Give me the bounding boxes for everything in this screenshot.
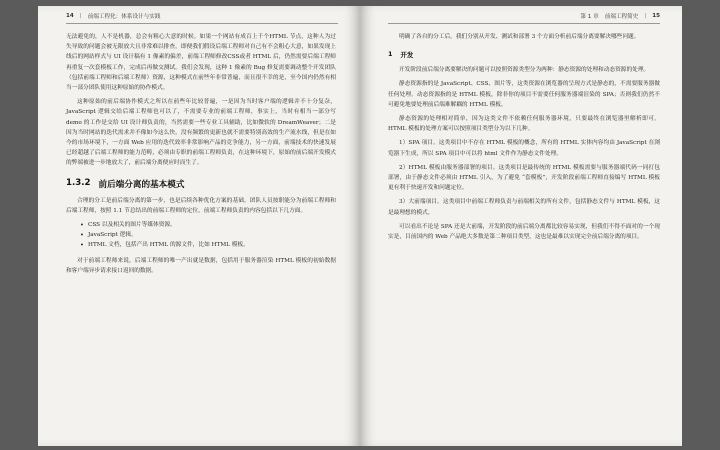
right-page-header: 第 1 章 前端工程简史 | 15: [580, 13, 660, 20]
right-intro-paragraph: 明确了各自的分工后，我们分别从开发、测试和部署 3 个方面分析前后端分离要解决哪些问题。: [399, 34, 640, 40]
left-paragraph-2: 这种原始的前后端协作模式之所以在前些年比较普遍，一是因为当时客户端的逻辑并不十分复杂，JavaScript 逻辑交给后端工程师也可以了，不需要专业的前端工程师，事实上，当时有相当一部分写 demo 的工作是交给 UI 设计师负责的，当然需要一些专业工具辅助，比如微软的 DreamWeaver；二是因为当时网站的迭代需求并不像如今这么快，没有频繁的更新也就不需要特别高效的生产流水线，但是在如今的市场环境下，一方面 Web 应用的迭代效率非常影响产品的竞争能力，另一方面，前端技术的快速发展已经超越了后端工程师的能力范畴，必须由专职的前端工程师负责，在这种环境下，原始的前后端开发模式的弊端被进一步地放大了，前后端分离便应时而生了。: [66, 99, 336, 167]
left-paragraph-1: 无法避免的，人不是机器，总会有粗心大意的时候。如果一个网站有成百上千个HTML 节点，这种人为过失导致的问题会被无限放大且非常难以排查。即便我们假设后端工程师对自己有不会粗心大意，如果发现上线后的网站样式与 UI 设计稿有 1 像素的偏差，前端工程师修改CSS或者 HTML 后，仍然需要后端工程师再重复一次套模板工作，完成后再做交测试。我们会发现，这种 1 像素的 Bug 修复需要调动整个开发团队（包括前端工程师和后端工程师）资源，这种模式在前些年非常普遍，而且很不幸的是，至今国内仍然有相当一部分团队使用这种原始的协作模式。: [66, 34, 336, 92]
chapter-label: 第 1 章: [580, 14, 599, 20]
left-page-number: 14: [66, 13, 74, 19]
book-spread: [38, 6, 682, 446]
subsection-title: 开发: [400, 51, 414, 60]
right-paragraph-2: 静态资源指的是 JavaScript、CSS、图片等，这类资源在浏览器的呈现方式是静态的，不需要服务器做任何处理。动态资源指的是 HTML 模板，除非你的项目不需要任何服务器端渲染的 SPA；否则我们仍然不可避免地要处理前后端难解耦的 HTML 模板。: [388, 81, 660, 108]
list-item: • HTML 文档，包括产出 HTML 的源文件，比如 HTML 模板。: [80, 240, 336, 250]
subsection-heading: [388, 50, 660, 59]
section-heading: [66, 178, 336, 190]
right-paragraph-3: 静态资源的处理相对简单，因为这类文件不依赖任何服务器环境，只要最终在浏览器里解析即可。HTML 模板的处理方案可以按照项目类型分为以下几种。: [388, 116, 660, 133]
left-page: [38, 6, 360, 446]
subsection-number: 1: [388, 50, 393, 59]
left-paragraph-3: 合理的分工是前后端分离的第一步，也是后续各种优化方案的基础。团队人员按职能分为前端工程师和后端工程师，按照 1.1 节总结出的前端工程师的定位，前端工程师负责的内容包括以下几方面。: [66, 197, 336, 214]
left-running-title: 前端工程化：体系设计与实践: [87, 14, 161, 20]
right-page-number: 15: [652, 13, 660, 19]
left-page-header: 14 | 前端工程化：体系设计与实践: [66, 13, 161, 20]
list-item: • CSS 以及相关的图片等媒体资源。: [80, 220, 336, 230]
right-paragraph-1: 开发阶段前后端分离要解决的问题可以按照资源类型分为两种：静态资源的处理和动态资源的处理。: [399, 67, 650, 74]
right-header-rule: [388, 23, 660, 24]
right-paragraph-5: 2）HTML 模板由服务器部署的项目。这类项目是最传统的 HTML 模板需要与服务器端代码一同打包部署，由于静态文件必须由 HTML 引入，为了避免 “套模板”，开发阶段前端工程师直接编写 HTML 模板更有利于快速开发和问题定位。: [388, 164, 660, 192]
left-header-rule: [66, 23, 338, 24]
right-page: [360, 6, 682, 446]
right-paragraph-7: 可以看出不论是 SPA 还是大前端，开发阶段的前后端分离都比较容易实现，但我们不得不面对的一个现实是，目前国内的 Web 产品绝大多数是第二种项目类型，这也是最难以实现完全前后端分离的项目。: [388, 223, 660, 241]
section-title: 前后端分离的基本模式: [98, 179, 185, 190]
section-number: 1.3.2: [66, 177, 91, 188]
right-paragraph-4: 1）SPA 项目。这类项目中不存在 HTML 模板的概念，所有的 HTML 实体内容均由 JavaScript 在浏览器下生成，所以 SPA 项目中可以将 html 文件作为静态文件处理。: [388, 140, 660, 157]
right-paragraph-6: 3）大前端项目。这类项目中前端工程师负责与前端相关的所有文件，包括静态文件与 HTML 模板，这是最理想的模式。: [388, 199, 660, 216]
left-paragraph-4: 对于前端工程师来说，后端工程师的唯一产出就是数据，包括用于服务器渲染 HTML 模板的初始数据和客户端异步请求接口返回的数据。: [66, 257, 336, 274]
list-item: • JavaScript 逻辑。: [80, 230, 336, 240]
responsibility-list: [80, 220, 336, 251]
right-running-title: 前端工程简史: [604, 14, 639, 20]
